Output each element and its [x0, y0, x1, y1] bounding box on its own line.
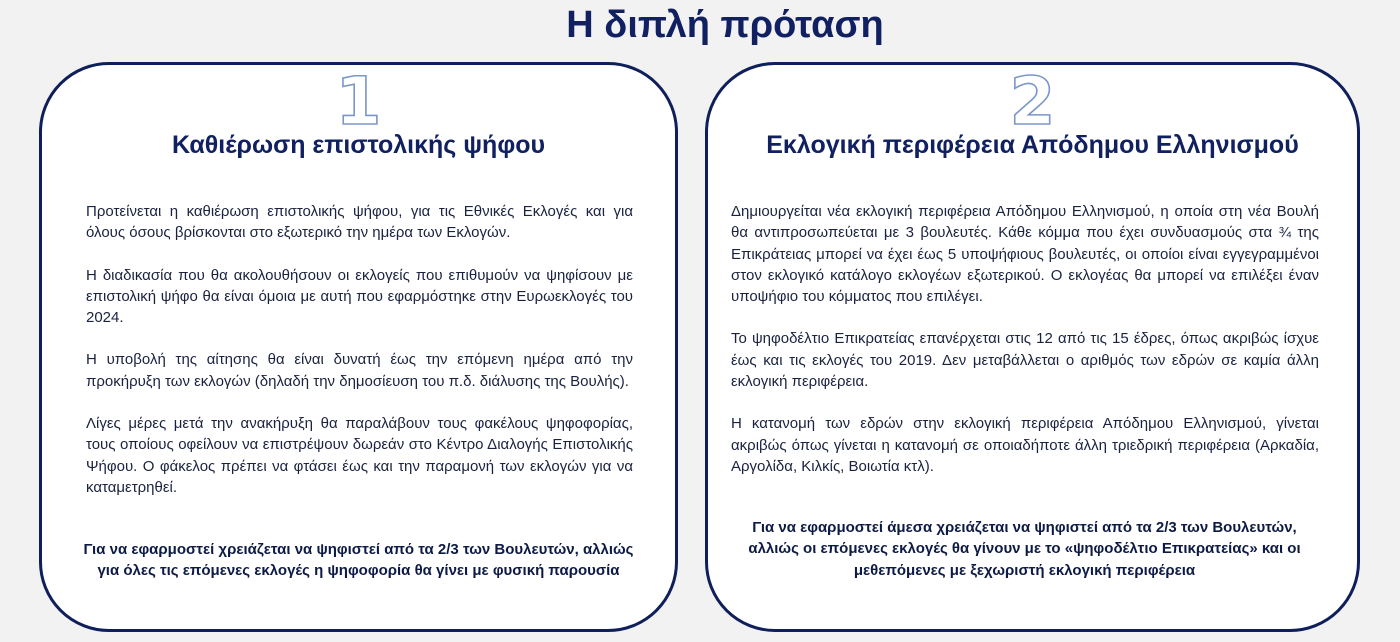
card-note: Για να εφαρμοστεί άμεσα χρειάζεται να ψηφιστεί από τα 2/3 των Βουλευτών, αλλιώς οι επόμενες εκλογές θα γίνουν με το «ψηφοδέλτιο Επικρατείας» και οι μεθεπόμενες με ξεχωριστή εκλογική περιφέρεια: [748, 519, 1301, 579]
paragraph: Η κατανομή των εδρών στην εκλογική περιφέρεια Απόδημου Ελληνισμού, γίνεται ακριβώς όπως γίνεται η κατανομή σε οποιαδήποτε άλλη τριεδρική περιφέρεια (Αρκαδία, Αργολίδα, Κιλκίς, Βοιωτία κτλ).: [731, 415, 1319, 475]
paragraph: Δημιουργείται νέα εκλογική περιφέρεια Απόδημου Ελληνισμού, η οποία στη νέα Βουλή θα αντιπροσωπεύεται με 3 βουλευτές. Κάθε κόμμα που έχει συνδυασμούς στα ¾ της Επικράτειας μπορεί να έχει έως 5 υποψήφιους βουλευτές, οι οποίοι είναι εγγεγραμμένοι στον εκλογικό κατάλογο εκλογέων εξωτερικού. Ο εκλογέας θα μπορεί να επιλέξει έναν υποψήφιο του κόμματος που επιλέγει.: [731, 203, 1319, 306]
paragraph: Προτείνεται η καθιέρωση επιστολικής ψήφου, για τις Εθνικές Εκλογές και για όλους όσους βρίσκονται στο εξωτερικό την ημέρα των Εκλογών.: [86, 203, 633, 242]
card-diaspora-constituency: [705, 62, 1360, 632]
card-heading: Καθιέρωση επιστολικής ψήφου: [171, 131, 546, 159]
page-title: Η διπλή πρόταση: [566, 4, 884, 46]
card-body: [86, 201, 633, 519]
paragraph: Το ψηφοδέλτιο Επικρατείας επανέρχεται στις 12 από τις 15 έδρες, όπως ακριβώς ίσχυε έως και τις εκλογές του 2019. Δεν μεταβάλλεται ο αριθμός των εδρών σε καμία άλλη εκλογική περιφέρεια.: [731, 330, 1319, 391]
card-postal-vote: [39, 62, 678, 632]
paragraph: Η διαδικασία που θα ακολουθήσουν οι εκλογείς που επιθυμούν να ψηφίσουν με επιστολική ψήφο θα είναι όμοια με αυτή που εφαρμόστηκε στην Ευρωεκλογές του 2024.: [86, 266, 633, 327]
card-number: 1: [335, 63, 382, 140]
card-heading: Εκλογική περιφέρεια Απόδημου Ελληνισμού: [766, 131, 1299, 159]
card-body: [731, 201, 1319, 498]
card-number: 2: [1009, 63, 1056, 140]
paragraph: Η υποβολή της αίτησης θα είναι δυνατή έως την επόμενη ημέρα από την προκήρυξη των εκλογών (δηλαδή την δημοσίευση του π.δ. διάλυσης της Βουλής).: [86, 351, 633, 390]
card-note: Για να εφαρμοστεί χρειάζεται να ψηφιστεί από τα 2/3 των Βουλευτών, αλλιώς για όλες τις επόμενες εκλογές η ψηφοφορία θα γίνει με φυσική παρουσία: [83, 541, 634, 580]
paragraph: Λίγες μέρες μετά την ανακήρυξη θα παραλάβουν τους φακέλους ψηφοφορίας, τους οποίους οφείλουν να επιστρέψουν δωρεάν στο Κέντρο Διαλογής Επιστολικής Ψήφου. Ο φάκελος πρέπει να φτάσει έως και την παραμονή των εκλογών για να καταμετρηθεί.: [86, 415, 633, 496]
